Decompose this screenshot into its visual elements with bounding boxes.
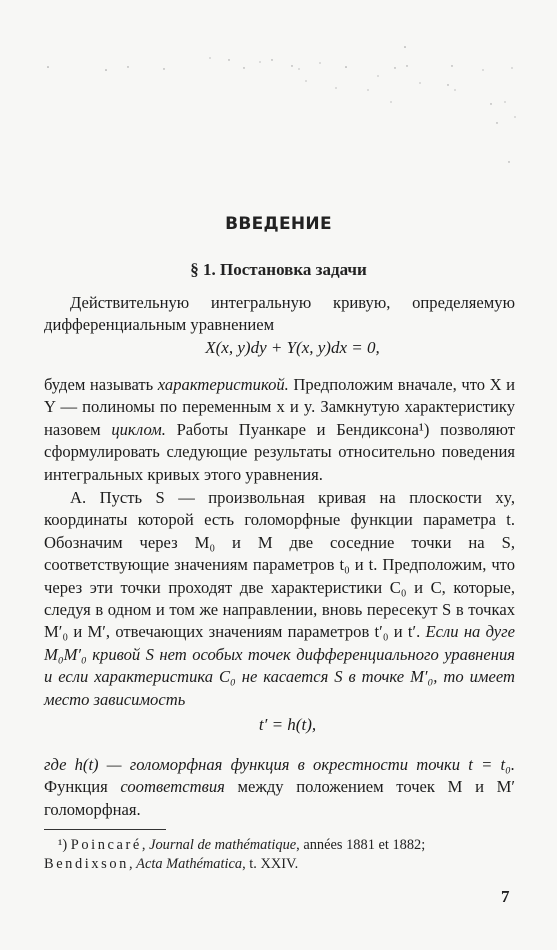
chapter-title: ВВЕДЕНИЕ [225,214,332,234]
footnote-sep-1: , [141,837,150,853]
term-correspondence: соответствия [120,777,225,797]
p4-text-a: где h(t) — голоморфная функция в окрестности точки t = t₀. [44,755,515,774]
p2-text-e: Работы Пуанкаре и Бендиксона¹) позволяют сформулировать следующие результаты относительно поведения интегральных кривых этого уравнения. [44,419,515,484]
p3-text-a: А. Пусть S — произвольная кривая на плоскости xy, координаты которой есть голоморфные функции параметра t. Обозначим через M₀ и M две соседние точки на S, соответствующие значениям параметров t₀ и t. Предположим, что через эти точки проходят две характеристики C₀ и C, которые, следуя в одном и том же направлении, вновь пересекут S в точках M′₀ и M′, отвечающих значениям параметров t′₀ и t′. [44,488,515,642]
footnote-mark: ¹) [58,837,71,853]
footnote-author-poincare: Poincaré [70,837,142,853]
paragraph-theorem-a [44,487,515,711]
footnote-journal-1: Journal de mathématique [149,837,297,853]
footnote-sep-2: , [128,856,137,872]
p3-theorem-statement: Если на дуге M₀M′₀ кривой S нет особых точек дифференциального уравнения и если характеристика C₀ не касается S в точке M′₀, то имеет место зависимость [44,622,515,709]
paragraph-holomorphic [44,754,515,821]
footnote-author-bendixson: Bendixson [44,856,129,872]
p4-text-b: Функция [44,777,121,797]
p4-text-d: между положением точек M и M′ голоморфная. [44,777,516,819]
page-number: 7 [501,887,510,906]
equation-correspondence: t′ = h(t), [258,715,317,734]
footnote-journal-2: Acta Mathématica [136,856,243,872]
footnote-volume: , t. XXIV. [242,856,299,872]
term-characteristic: характеристикой. [157,375,289,394]
footnote [44,836,515,874]
p2-text-a: будем называть [44,375,158,394]
paragraph-characteristic [44,374,515,486]
equation-differential: X(x, y)dy + Y(x, y)dx = 0, [205,338,380,357]
scan-specks [0,0,557,180]
footnote-years: , années 1881 et 1882; [296,837,426,853]
footnote-rule [44,829,166,830]
section-title: § 1. Постановка задачи [190,260,367,279]
p2-text-c: Предположим вначале, что X и Y — полиномы по переменным x и y. Замкнутую характеристику назовем [44,375,515,439]
paragraph-intro: Действительную интегральную кривую, определяемую дифференциальным уравнением [44,293,515,335]
term-cycle: циклом. [111,419,166,439]
